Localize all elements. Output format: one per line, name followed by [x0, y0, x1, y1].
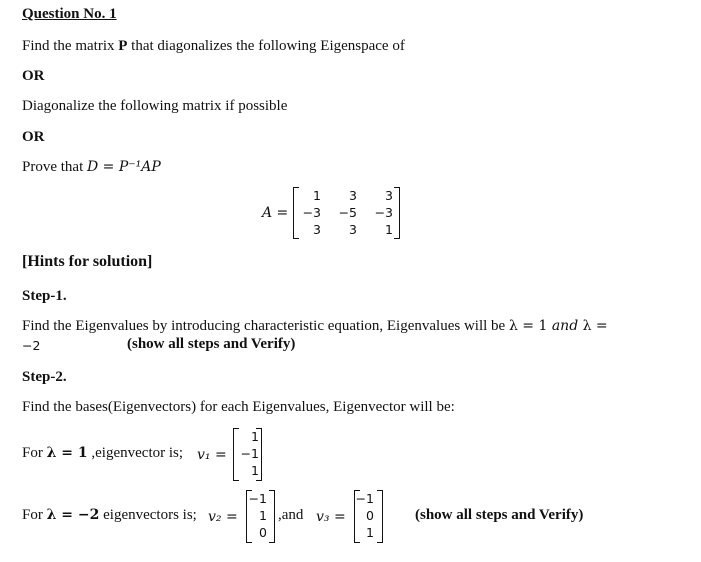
matrix-a-cell: 1 [313, 188, 321, 203]
step1-show-steps: (show all steps and Verify) [127, 336, 296, 352]
and-connector: ,and [278, 507, 304, 523]
matrix-a-cell: 1 [385, 222, 393, 237]
v2-entry: 0 [259, 525, 267, 540]
matrix-a-cell: −5 [338, 205, 357, 220]
ev1-post: ,eigenvector is; [87, 445, 184, 461]
matrix-a-cell: 3 [385, 188, 393, 203]
matrix-a-cell: −3 [302, 205, 321, 220]
v3-label: v₃ = [316, 509, 346, 525]
instruction-line-1 [22, 38, 405, 55]
eigenvector-1-line [22, 445, 183, 462]
v3-entry: 1 [366, 525, 374, 540]
instruction-line-2: Diagonalize the following matrix if possible [22, 98, 288, 114]
matrix-a-cell: 3 [349, 222, 357, 237]
v1-entry: 1 [251, 429, 259, 444]
step1-eigenvalue-2a: λ = [582, 318, 608, 334]
ev2-post: eigenvectors is; [99, 507, 197, 523]
v3-entry: −1 [355, 491, 374, 506]
prove-equation: D = P⁻¹AP [87, 159, 161, 175]
step1-and: and [547, 318, 583, 334]
vector-v3-right-bracket [377, 490, 383, 543]
v3-entry: 0 [366, 508, 374, 523]
step1-eigenvalue-2b: −2 [22, 338, 41, 353]
matrix-p-symbol: P [118, 38, 128, 54]
ev1-lambda: λ = 1 [46, 445, 88, 461]
step1-label: Step-1. [22, 288, 67, 304]
matrix-a-right-bracket [394, 187, 400, 239]
question-title: Question No. 1 [22, 6, 117, 22]
v2-entry: −1 [248, 491, 267, 506]
matrix-a-cell: −3 [374, 205, 393, 220]
matrix-a-cell: 3 [313, 222, 321, 237]
ev1-pre: For [22, 445, 47, 461]
or-separator-2: OR [22, 129, 45, 145]
ev2-lambda: λ = −2 [46, 507, 100, 523]
v2-entry: 1 [259, 508, 267, 523]
eigenvectors-show-steps: (show all steps and Verify) [415, 507, 584, 523]
instruction-1-pre: Find the matrix [22, 38, 119, 54]
v1-entry: −1 [240, 446, 259, 461]
step1-eigenvalue-1: λ = 1 [508, 318, 548, 334]
step1-description: Find the Eigenvalues by introducing characteristic equation, Eigenvalues will be [22, 318, 509, 334]
hints-heading: [Hints for solution] [22, 253, 153, 270]
matrix-a-label: A = [262, 205, 289, 221]
eigenvector-2-line [22, 507, 197, 524]
matrix-a-cell: 3 [349, 188, 357, 203]
ev2-pre: For [22, 507, 47, 523]
v1-entry: 1 [251, 463, 259, 478]
step2-text: Find the bases(Eigenvectors) for each Eigenvalues, Eigenvector will be: [22, 399, 455, 415]
step1-text [22, 318, 608, 335]
v1-label: v₁ = [197, 447, 227, 463]
v2-label: v₂ = [208, 509, 238, 525]
prove-label: Prove that [22, 159, 87, 175]
prove-line [22, 159, 161, 176]
vector-v2-right-bracket [269, 490, 275, 543]
instruction-1-post: that diagonalizes the following Eigenspace of [127, 38, 405, 54]
step2-label: Step-2. [22, 369, 67, 385]
or-separator-1: OR [22, 68, 45, 84]
